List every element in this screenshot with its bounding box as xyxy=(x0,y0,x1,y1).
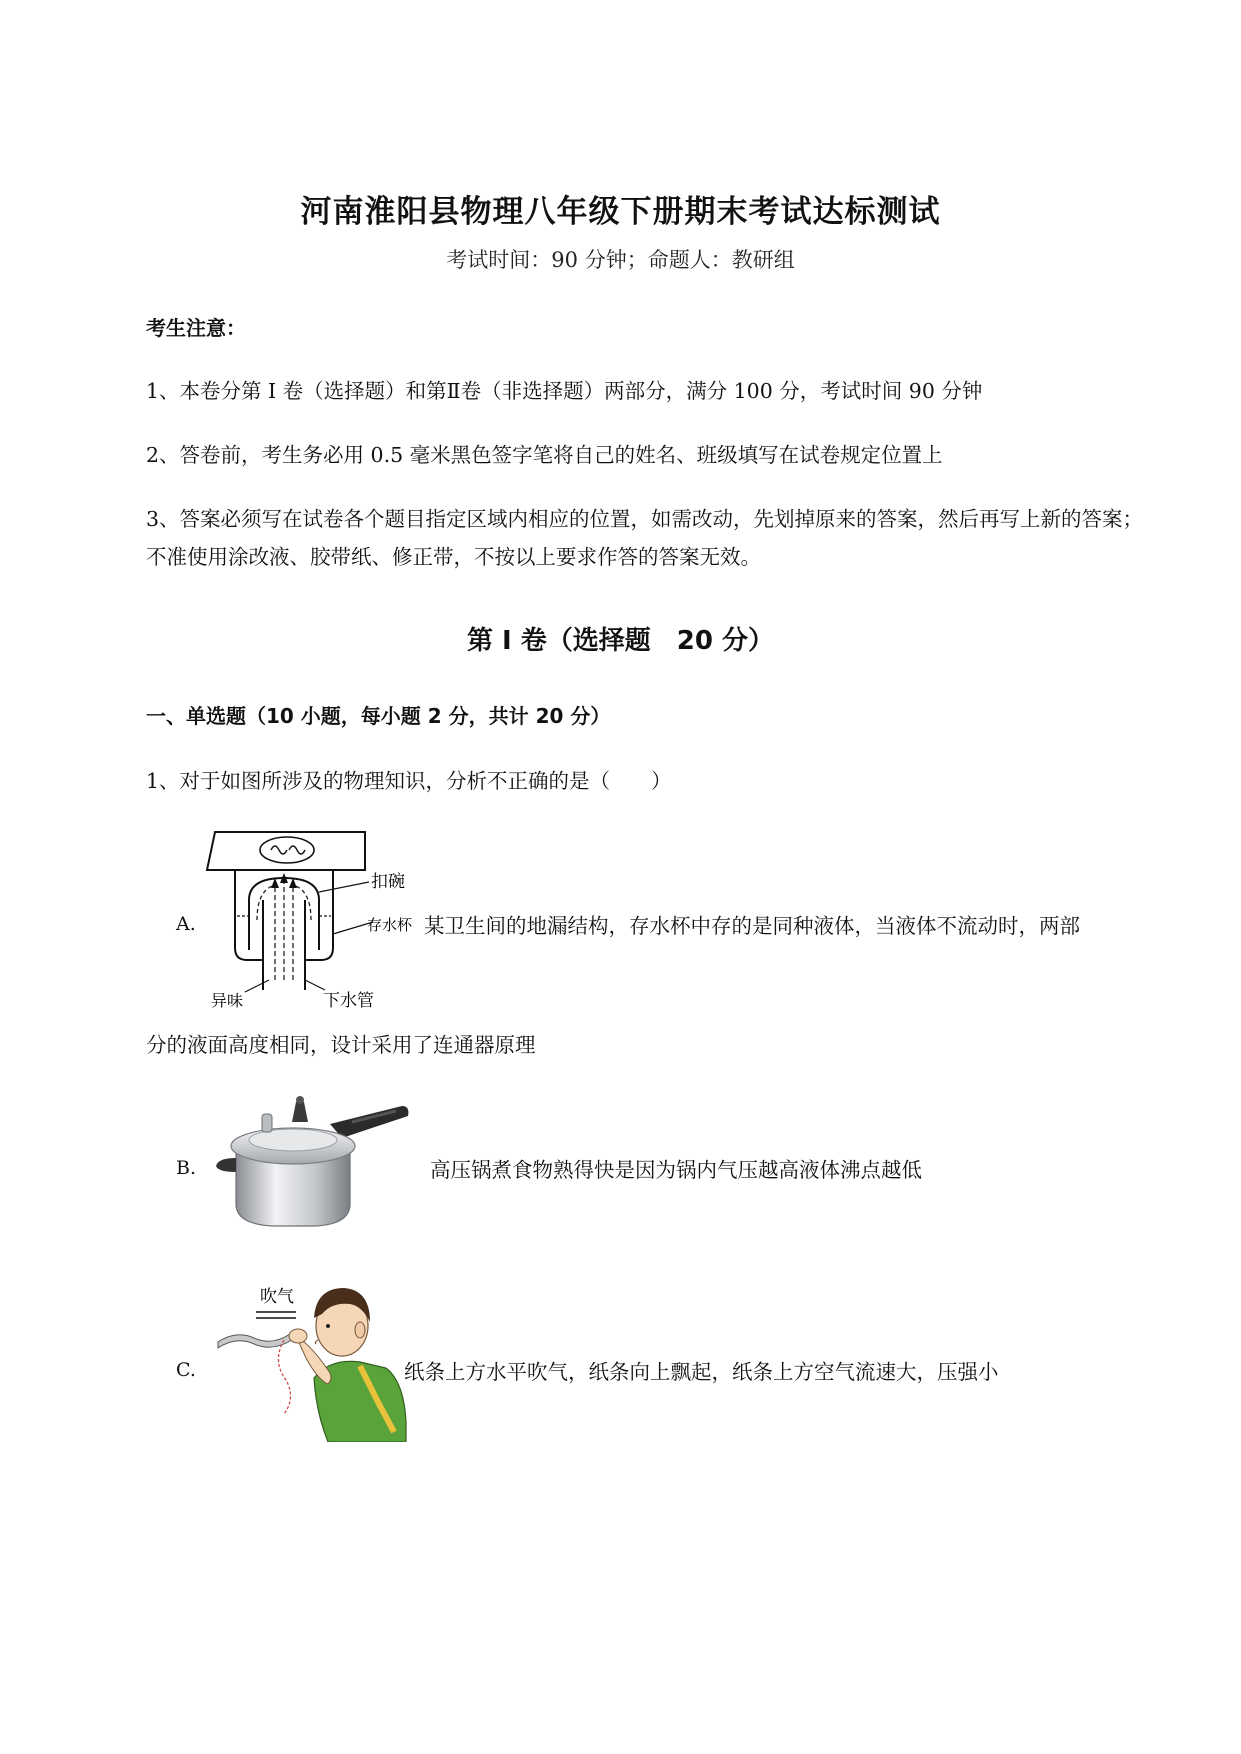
label-cup: 存水杯 xyxy=(367,916,413,934)
boy-blowing-paper-image xyxy=(210,1282,410,1442)
notice-item-1: 1、本卷分第 I 卷（选择题）和第Ⅱ卷（非选择题）两部分，满分 100 分，考试时间 90 分钟 xyxy=(146,379,983,403)
option-b-letter: B. xyxy=(176,1157,197,1179)
part-heading: 一、单选题（10 小题，每小题 2 分，共计 20 分） xyxy=(146,704,611,728)
option-a-text: 某卫生间的地漏结构，存水杯中存的是同种液体，当液体不流动时，两部 xyxy=(424,914,1080,938)
question-stem: 1、对于如图所涉及的物理知识，分析不正确的是（ ） xyxy=(146,769,672,793)
label-odor: 异味 xyxy=(211,991,244,1010)
exam-info: 考试时间：90 分钟；命题人：教研组 xyxy=(446,248,795,272)
option-a-letter: A. xyxy=(176,913,196,935)
notice-heading: 考生注意： xyxy=(146,316,246,340)
floor-drain-diagram xyxy=(205,830,435,1010)
option-c-letter: C. xyxy=(176,1359,196,1381)
option-a-text-continued: 分的液面高度相同，设计采用了连通器原理 xyxy=(146,1033,536,1057)
page-title: 河南淮阳县物理八年级下册期末考试达标测试 xyxy=(300,194,941,230)
label-pipe: 下水管 xyxy=(323,991,374,1010)
section-title: 第 I 卷（选择题 20 分） xyxy=(466,626,774,656)
option-b-text: 高压锅煮食物熟得快是因为锅内气压越高液体沸点越低 xyxy=(430,1158,922,1182)
notice-item-3: 3、答案必须写在试卷各个题目指定区域内相应的位置，如需改动，先划掉原来的答案，然后再写上新的答案；不准使用涂改液、胶带纸、修正带，不按以上要求作答的答案无效。 xyxy=(146,507,1144,569)
label-blow: 吹气 xyxy=(260,1287,294,1307)
notice-item-2: 2、答卷前，考生务必用 0.5 毫米黑色签字笔将自己的姓名、班级填写在试卷规定位置上 xyxy=(146,443,943,467)
label-bowl: 扣碗 xyxy=(371,872,405,892)
option-c-text: 纸条上方水平吹气，纸条向上飘起，纸条上方空气流速大，压强小 xyxy=(404,1360,999,1384)
pressure-cooker-image xyxy=(212,1092,412,1232)
